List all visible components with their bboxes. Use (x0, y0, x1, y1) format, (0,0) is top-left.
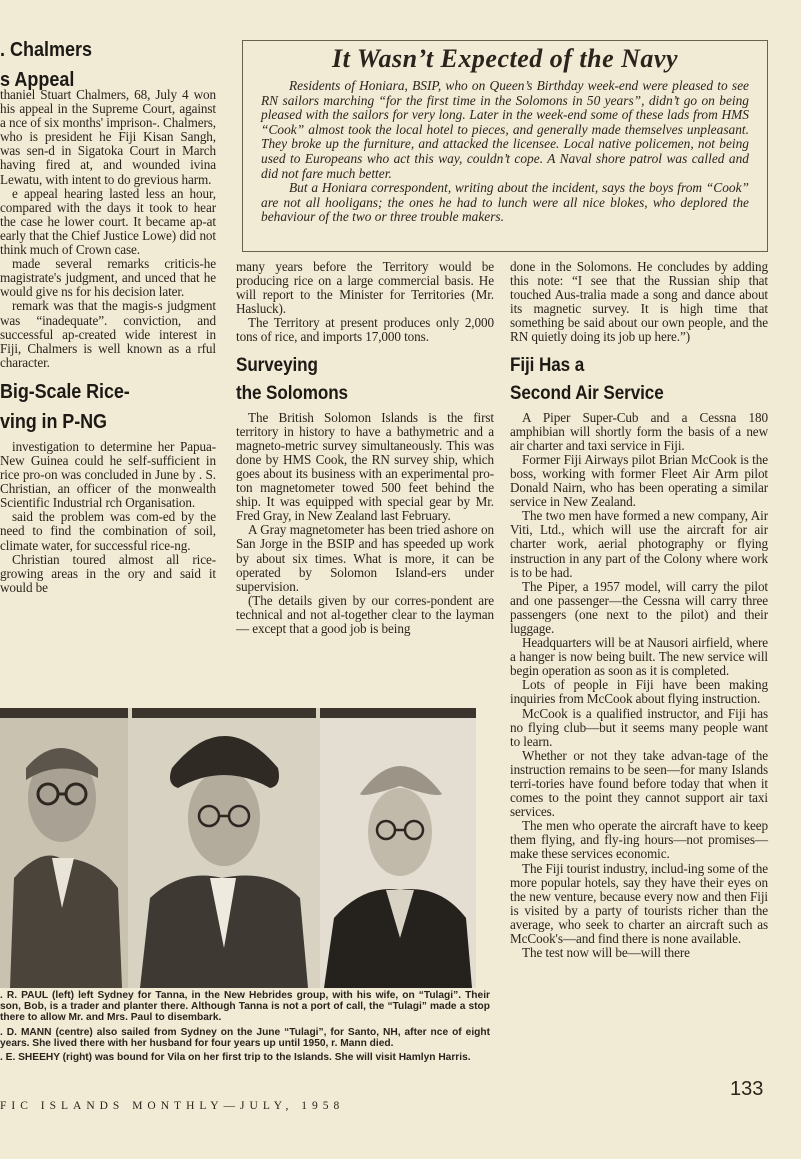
rice-head-line1: Big-Scale Rice- (0, 380, 130, 403)
air-para-11: The test now will be—will there (522, 945, 690, 961)
rice-para-2: said the problem was com-ed by the need to find the combination of soil, climate water, for successful rice-ng. (0, 509, 216, 553)
footer-running-title: FIC ISLANDS MONTHLY—JULY, 1958 (0, 1100, 345, 1112)
column-right (510, 260, 768, 960)
air-service-head-line2: Second Air Service (510, 382, 664, 404)
chalmers-head-line2: s Appeal (0, 69, 75, 91)
photo-mrs-mann (132, 708, 316, 988)
surveying-cont-para: done in the Solomons. He concludes by adding this note: “I see that the Russian ship that touched Aus-tralia made a song and dance about its magnetic survey. It is high time that something be said about our own people, and the RN quietly doing its job up here.”) (510, 259, 768, 345)
navy-story-body (243, 79, 767, 225)
chalmers-para-4: remark was that the magis-s judgment was “inadequate”. conviction, and successful ap-created wide interest in Fiji, Chalmers is well known as a rful character. (0, 298, 216, 370)
navy-story-title: It Wasn’t Expected of the Navy (332, 44, 678, 73)
rice-para-1: investigation to determine her Papua-New Guinea could he self-sufficient in rice pro-on was concluded in June by . S. Christian, an officer of the monwealth Scientific Industrial rch Organisation. (0, 438, 216, 511)
photo-mrs-sheehy (320, 708, 476, 988)
caption-paul: . R. PAUL (left) left Sydney for Tanna, in the New Hebrides group, with his wife, on “Tulagi”. Their son, Bob, is a trader and planter there. Although Tanna is not a port of call, the “Tulagi” made a stop there to allow Mr. and Mrs. Paul to disembark. (0, 990, 490, 1024)
air-para-4: The Piper, a 1957 model, will carry the pilot and one passenger—the Cessna will carry three passengers (one next to the pilot) and their luggage. (510, 578, 768, 636)
photo-mr-paul (0, 708, 128, 988)
chalmers-para-3: made several remarks criticis-he magistrate's judgment, and unced that he would give ns for his decision later. (0, 256, 216, 300)
air-para-10: The Fiji tourist industry, includ-ing some of the more popular hotels, say they have their eyes on the new venture, because every now and then Fiji is visited by a party of tourists richer than the average, who seek to charter an aircraft such as McCook's—and find there is none available. (510, 860, 768, 947)
rice-tons-para: The Territory at present produces only 2,000 tons of rice, and imports 17,000 tons. (236, 315, 494, 345)
surveying-para-2: A Gray magnetometer has been tried ashore on San Jorge in the BSIP and has speeded up work by about six times. What is more, it can be operated by Solomon Island-ers under supervision. (236, 522, 494, 594)
rice-para-3: Christian toured almost all rice-growing areas in the ory and said it would be (0, 551, 216, 595)
air-para-9: The men who operate the aircraft have to keep them flying, and fly-ing hours—not promises—make these services economic. (510, 818, 768, 862)
column-middle (236, 260, 494, 636)
air-para-2: Former Fiji Airways pilot Brian McCook is the boss, working with former Fleet Air Arm pilot Donald Nairn, who has been operating a similar service in New Zealand. (510, 451, 768, 510)
air-para-7: McCook is a qualified instructor, and Fiji has no flying club—but it seems many people want to learn. (510, 705, 768, 749)
chalmers-head-line1: . Chalmers (0, 39, 93, 61)
air-para-8: Whether or not they take advan-tage of the instruction remains to be seen—for many Islands terri-tories have found before today that when it comes to the point they cannot support air taxi services. (510, 747, 768, 820)
column-left (0, 88, 216, 595)
surveying-para-1: The British Solomon Islands is the first territory in history to have a bathymetric and a magneto-metric survey simultaneously. This was done by HMS Cook, the RN survey ship, which goes about its business with an experimental pro-ton magnetometer towed 500 feet behind the ship. It was equipped with special gear by Mr. Fred Gray, in New Zealand last February. (236, 409, 494, 524)
chalmers-para-1: thaniel Stuart Chalmers, 68, July 4 won his appeal in the Supreme Court, against a nce of six months' imprison-. Chalmers, who is president he Fiji Kisan Sangh, was sen-d in Sigatoka Court in March having fired at, and wounded ivina Lewatu, with intent to do grevious harm. (0, 87, 216, 187)
navy-para-1: Residents of Honiara, BSIP, who on Queen’s Birthday week-end were pleased to see RN sailors marching “for the first time in the Solomons in 50 years”, didn’t go on being pleased with the sailors for very long. Later in the week-end some of these lads from HMS “Cook” almost took the local hotel to pieces, and generally made themselves unpleasant. They broke up the furniture, and attacked the licensee. Local native policemen, not being used to Europeans who act this way, couldn’t cope. A Naval shore patrol was called and did not fare much better. (261, 78, 749, 181)
rice-head-line2: ving in P-NG (0, 410, 107, 433)
air-para-3: The two men have formed a new company, Air Viti, Ltd., which will use the aircraft for air charter work, aerial photography or flying instruction in any part of the Colony where work is to be had. (510, 508, 768, 580)
rice-cont-para: many years before the Territory would be producing rice on a large commercial basis. He will report to the Minister for Territories (Mr. Hasluck). (236, 259, 494, 317)
air-para-6: Lots of people in Fiji have been making inquiries from McCook about flying instruction. (510, 677, 768, 707)
air-para-5: Headquarters will be at Nausori airfield, where a hanger is now being built. The new service will begin operation as soon as it is completed. (510, 635, 768, 679)
photo-captions (0, 990, 490, 1066)
caption-sheehy: . E. SHEEHY (right) was bound for Vila on her first trip to the Islands. She will visit Hamlyn Harris. (0, 1052, 471, 1064)
surveying-para-3: (The details given by our corres-pondent are technical and not al-together clear to the layman — except that a good job is being (236, 592, 494, 636)
surveying-head-line1: Surveying (236, 354, 318, 376)
surveying-head-line2: the Solomons (236, 382, 348, 404)
navy-para-2: But a Honiara correspondent, writing about the incident, says the boys from “Cook” are not all hooligans; the ones he had to lunch were all nice blokes, who deplored the behaviour of the two or three trouble makers. (261, 180, 749, 225)
passenger-photos (0, 708, 476, 988)
chalmers-para-2: e appeal hearing lasted less an hour, compared with the days it took to hear the case he lower court. It became ap-at early that the Chief Justice Lowe) did not think much of Crown case. (0, 185, 216, 258)
navy-story-box (242, 40, 768, 252)
air-service-head-line1: Fiji Has a (510, 354, 585, 376)
caption-mann: . D. MANN (centre) also sailed from Sydney on the June “Tulagi”, for Santo, NH, after nce of eight years. She lived there with her husband for four years up until 1950, r. Mann died. (0, 1026, 490, 1049)
air-para-1: A Piper Super-Cub and a Cessna 180 amphibian will shortly form the basis of a new air charter and taxi service in Fiji. (510, 409, 768, 453)
page-number: 133 (730, 1078, 764, 1100)
